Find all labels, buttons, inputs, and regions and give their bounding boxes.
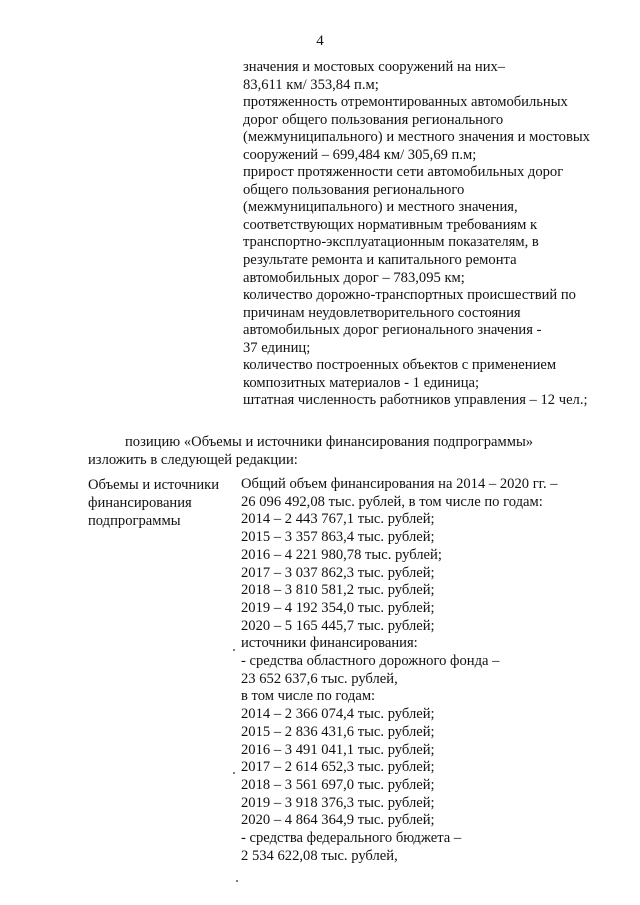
funding-line: - средства областного дорожного фонда –: [241, 653, 500, 670]
indicator-line: композитных материалов - 1 единица;: [243, 374, 480, 391]
indicators-continuation: [243, 59, 623, 410]
funding-line: 2018 – 3 810 581,2 тыс. рублей;: [241, 582, 435, 599]
funding-line: 26 096 492,08 тыс. рублей, в том числе по годам:: [241, 493, 543, 510]
funding-line: 2014 – 2 443 767,1 тыс. рублей;: [241, 511, 435, 528]
label-line: подпрограммы: [88, 513, 181, 529]
funding-line: источники финансирования:: [241, 635, 418, 652]
funding-line: 2019 – 3 918 376,3 тыс. рублей;: [241, 794, 435, 811]
funding-line: 2016 – 4 221 980,78 тыс. рублей;: [241, 546, 442, 563]
indicator-line: (межмуниципального) и местного значения,: [243, 199, 518, 216]
funding-line: 2017 – 2 614 652,3 тыс. рублей;: [241, 759, 435, 776]
indicator-line: прирост протяженности сети автомобильных дорог: [243, 164, 564, 181]
indicator-line: значения и мостовых сооружений на них–: [243, 59, 506, 75]
indicator-line: количество дорожно-транспортных происшествий по: [243, 287, 576, 304]
indicator-line: общего пользования регионального: [243, 181, 465, 198]
indicator-line: 37 единиц;: [243, 339, 311, 356]
indicator-line: причинам неудовлетворительного состояния: [243, 304, 521, 321]
scan-speck: [233, 772, 235, 774]
indicator-line: 83,611 км/ 353,84 п.м;: [243, 76, 379, 93]
amendment-intro-line: изложить в следующей редакции:: [88, 452, 298, 468]
funding-line: 2 534 622,08 тыс. рублей,: [241, 847, 398, 864]
amendment-intro-line: позицию «Объемы и источники финансирования подпрограммы»: [125, 434, 534, 450]
funding-line: Общий объем финансирования на 2014 – 2020 гг. –: [241, 476, 558, 492]
funding-line: 2015 – 2 836 431,6 тыс. рублей;: [241, 723, 435, 740]
indicator-line: (межмуниципального) и местного значения и мостовых: [243, 129, 590, 146]
indicator-line: соответствующих нормативным требованиям к: [243, 216, 538, 233]
indicator-line: дорог общего пользования регионального: [243, 111, 504, 128]
funding-line: 2020 – 4 864 364,9 тыс. рублей;: [241, 812, 435, 829]
funding-details: [241, 476, 621, 865]
indicator-line: транспортно-эксплуатационным показателям, в: [243, 234, 539, 251]
funding-line: - средства федерального бюджета –: [241, 830, 462, 847]
indicator-line: автомобильных дорог регионального значения -: [243, 322, 542, 339]
scan-speck: [236, 880, 238, 882]
funding-line: 2020 – 5 165 445,7 тыс. рублей;: [241, 617, 435, 634]
indicator-line: сооружений – 699,484 км/ 305,69 п.м;: [243, 146, 477, 163]
indicator-line: штатная численность работников управления – 12 чел.;: [243, 392, 588, 409]
funding-line: 2019 – 4 192 354,0 тыс. рублей;: [241, 599, 435, 616]
funding-line: 23 652 637,6 тыс. рублей,: [241, 670, 398, 687]
label-line: Объемы и источники: [88, 477, 220, 493]
funding-line: 2016 – 3 491 041,1 тыс. рублей;: [241, 741, 435, 758]
funding-line: 2018 – 3 561 697,0 тыс. рублей;: [241, 776, 435, 793]
funding-line: 2015 – 3 357 863,4 тыс. рублей;: [241, 529, 435, 546]
funding-line: в том числе по годам:: [241, 688, 376, 705]
label-line: финансирования: [88, 495, 192, 511]
indicator-line: результате ремонта и капитального ремонта: [243, 252, 517, 269]
indicator-line: автомобильных дорог – 783,095 км;: [243, 269, 465, 286]
indicator-line: количество построенных объектов с применением: [243, 357, 557, 374]
funding-line: 2014 – 2 366 074,4 тыс. рублей;: [241, 706, 435, 723]
scan-speck: [233, 649, 235, 651]
funding-line: 2017 – 3 037 862,3 тыс. рублей;: [241, 564, 435, 581]
funding-position-label: [88, 476, 238, 530]
indicator-line: протяженность отремонтированных автомобильных: [243, 94, 568, 111]
page-number: 4: [316, 33, 324, 49]
